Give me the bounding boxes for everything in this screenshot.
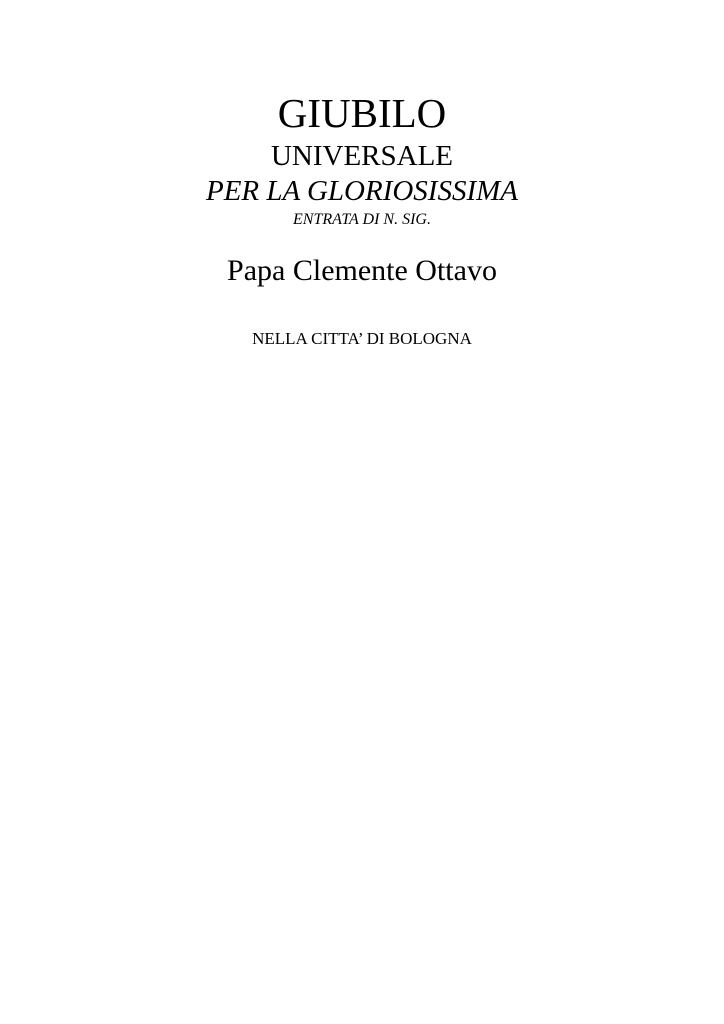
document-title: GIUBILO	[277, 90, 447, 136]
dedication-line: PER LA GLORIOSISSIMA	[206, 175, 518, 207]
entry-line: ENTRATA DI N. SIG.	[293, 211, 431, 228]
document-subtitle: UNIVERSALE	[270, 140, 454, 172]
city-line: NELLA CITTA’ DI BOLOGNA	[252, 329, 472, 348]
pope-name: Papa Clemente Ottavo	[227, 254, 497, 287]
